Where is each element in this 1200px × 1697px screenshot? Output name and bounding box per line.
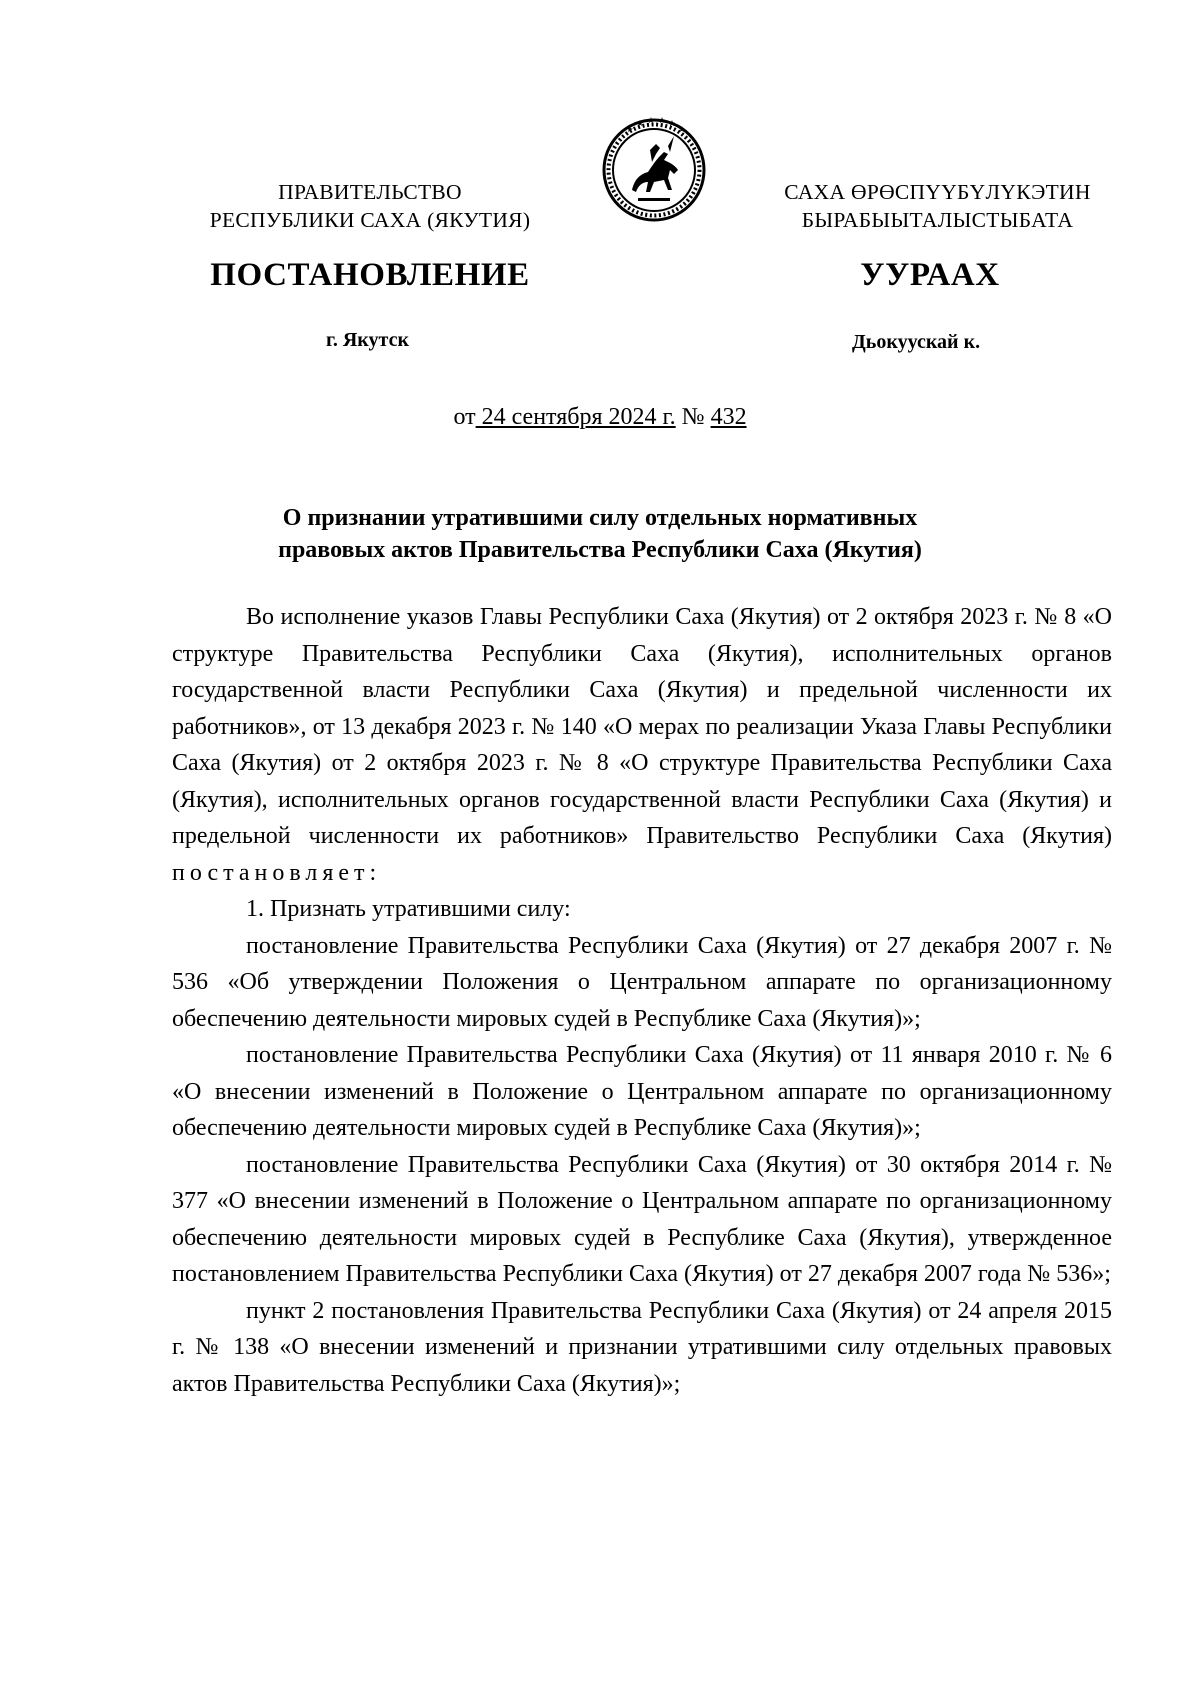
- preamble-text: Во исполнение указов Главы Республики Саха (Якутия) от 2 октября 2023 г. № 8 «О структуре Правительства Республики Саха (Якутия), исполнительных органов государственной власти Республики Саха (Якутия) и предельной численности их работников», от 13 декабря 2023 г. № 140 «О мерах по реализации Указа Главы Республики Саха (Якутия) от 2 октября 2023 г. № 8 «О структуре Правительства Республики Саха (Якутия), исполнительных органов государственной власти Республики Саха (Якутия) и предельной численности их работников» Правительство Республики Саха (Якутия): [172, 604, 1112, 849]
- document-number: 432: [710, 404, 747, 430]
- item-1-paragraph: 1. Признать утратившими силу:: [246, 896, 571, 922]
- header-left-line2: РЕСПУБЛИКИ САХА (ЯКУТИЯ): [209, 208, 531, 232]
- date-line: [0, 404, 1200, 431]
- document-title: [200, 502, 1000, 566]
- city-sah: Дьокуускай к.: [852, 331, 981, 353]
- document-date: 24 сентября 2024 г.: [475, 404, 676, 430]
- repealed-act-2: постановление Правительства Республики Саха (Якутия) от 11 января 2010 г. № 6 «О внесении изменений в Положение о Центральном аппарате по организационному обеспечению деятельности мировых судей в Республике Саха (Якутия)»;: [172, 1042, 1112, 1141]
- title-line1: О признании утратившими силу отдельных нормативных: [282, 505, 918, 531]
- repealed-act-1: постановление Правительства Республики Саха (Якутия) от 27 декабря 2007 г. № 536 «Об утверждении Положения о Центральном аппарате по организационному обеспечению деятельности мировых судей в Республике Саха (Якутия)»;: [172, 932, 1112, 1032]
- preamble-paragraph: [172, 599, 1112, 891]
- header-right-line1: САХА ӨРӨСПҮҮБҮЛҮКЭТИН: [784, 180, 1091, 204]
- header-right: [745, 178, 1130, 234]
- document-body: [172, 599, 1112, 1402]
- coat-of-arms-emblem: [598, 112, 710, 224]
- decree-word: постановляет:: [172, 859, 382, 886]
- number-sign: №: [675, 404, 711, 430]
- header-left: [180, 178, 560, 234]
- document-kind-sah: УУРААХ: [860, 257, 1000, 293]
- header-left-line1: ПРАВИТЕЛЬСТВО: [278, 180, 462, 204]
- header-right-line2: БЫРАБЫЫТАЛЫСТЫБАТА: [801, 208, 1074, 232]
- title-line2: правовых актов Правительства Республики Саха (Якутия): [278, 537, 922, 563]
- date-prefix: от: [453, 404, 476, 430]
- city-ru: г. Якутск: [326, 329, 409, 351]
- repealed-act-4: пункт 2 постановления Правительства Республики Саха (Якутия) от 24 апреля 2015 г. № 138 «О внесении изменений и признании утратившими силу отдельных правовых актов Правительства Республики Саха (Якутия)»;: [172, 1297, 1112, 1397]
- document-kind-ru: ПОСТАНОВЛЕНИЕ: [210, 257, 530, 293]
- repealed-act-3: постановление Правительства Республики Саха (Якутия) от 30 октября 2014 г. № 377 «О внесении изменений в Положение о Центральном аппарате по организационному обеспечению деятельности мировых судей в Республике Саха (Якутия), утвержденное постановлением Правительства Республики Саха (Якутия) от 27 декабря 2007 года № 536»;: [172, 1151, 1112, 1287]
